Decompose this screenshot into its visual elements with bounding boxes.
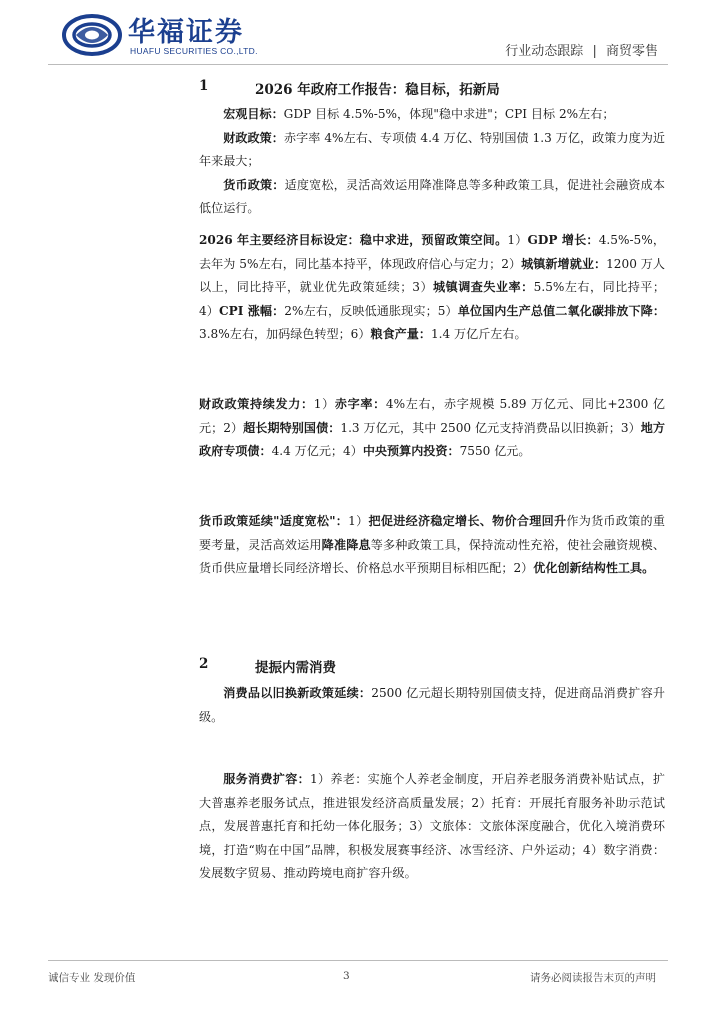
economic-targets-para [199, 229, 665, 347]
page-header [0, 0, 714, 72]
brand-name-cn: 华福证券 [128, 17, 244, 48]
footer-divider [48, 960, 668, 961]
item-num: 2） [513, 561, 534, 575]
grain-label: 粮食产量： [370, 327, 431, 341]
cpi-label: CPI 涨幅： [219, 303, 285, 318]
monetary-text-b: 等多种政策工具，保持流动性充裕，使社会融资规模、货币供应量增长同经济增长、价格总水平预期目标相匹配； [199, 537, 665, 575]
item-num: 4） [199, 303, 219, 318]
services-text: 1）养老：实施个人养老金制度，开启养老服务消费补贴试点，扩大普惠养老服务试点，推进银发经济高质量发展；2）托育：开展托育服务补助示范试点，发展普惠托育和托幼一体化服务；3）文旅体：文旅体深度融合，优化入境消费环境，打造“购在中国”品牌，积极发展赛事经济、冰雪经济、户外运动；4）数字消费：发展数字贸易、推动跨境电商扩容升级。 [199, 772, 665, 880]
tradein-section [199, 682, 665, 729]
deficit-text: 4%左右，赤字规模 5.89 万亿元、同比+2300 亿元； [199, 397, 665, 435]
header-separator: | [592, 44, 597, 59]
monetary-lead: 货币政策延续"适度宽松"： [199, 514, 349, 528]
section-1-number: 1 [199, 78, 209, 94]
tradein-para [199, 682, 665, 729]
monetary-policy-label: 货币政策： [223, 177, 285, 192]
macro-target-label: 宏观目标： [223, 107, 284, 121]
central-investment-text: 7550 亿元。 [459, 444, 531, 458]
services-para [199, 768, 665, 886]
section-1-title: 2026 年政府工作报告：稳目标，拓新局 [255, 82, 500, 98]
grain-text: 1.4 万亿斤左右。 [430, 327, 527, 341]
item-num: 2） [223, 420, 244, 435]
item-num: 1） [507, 233, 528, 247]
item-num: 1） [348, 514, 369, 528]
co2-label: 单位国内生产总值二氧化碳排放下降： [457, 303, 665, 318]
fiscal-policy-label: 财政政策： [223, 130, 284, 145]
special-bond-label: 超长期特别国债： [243, 420, 341, 435]
page-number: 3 [343, 970, 350, 982]
tradein-label: 消费品以旧换新政策延续： [223, 686, 372, 700]
special-bond-text: 1.3 万亿元，其中 2500 亿元支持消费品以旧换新； [340, 420, 621, 435]
header-divider [48, 64, 668, 65]
macro-target-para [199, 103, 665, 127]
fiscal-para [199, 393, 665, 464]
rate-cut-label: 降准降息 [321, 537, 371, 552]
monetary-policy-para [199, 174, 665, 221]
fiscal-policy-para [199, 127, 665, 174]
gdp-label: GDP 增长： [527, 233, 599, 247]
monetary-policy-text: 适度宽松，灵活高效运用降准降息等多种政策工具，促进社会融资成本低位运行。 [199, 177, 665, 215]
services-label: 服务消费扩容： [223, 772, 311, 786]
fiscal-section [199, 393, 665, 464]
header-category [505, 40, 658, 59]
section-1-summary [199, 103, 665, 221]
tradein-text: 2500 亿元超长期特别国债支持，促进商品消费扩容升级。 [199, 686, 665, 724]
deficit-label: 赤字率： [334, 397, 386, 411]
targets-lead: 2026 年主要经济目标设定：稳中求进，预留政策空间。 [199, 233, 508, 247]
employment-label: 城镇新增就业： [521, 256, 607, 271]
item-num: 4） [343, 444, 363, 458]
fiscal-policy-text: 赤字率 4%左右、专项债 4.4 万亿、特别国债 1.3 万亿，政策力度为近年来最大； [199, 130, 665, 168]
services-section [199, 768, 665, 886]
cpi-text: 2%左右，反映低通胀现实； [284, 303, 438, 318]
employment-text: 1200 万人以上，同比持平，就业优先政策延续； [199, 256, 666, 294]
footer-disclaimer: 请务必阅读报告末页的声明 [530, 972, 656, 984]
item-num: 3） [620, 420, 641, 435]
item-num: 2） [501, 256, 522, 271]
item-num: 5） [437, 303, 458, 318]
item-num: 1） [313, 397, 335, 411]
item-num: 3） [412, 280, 434, 294]
item-num: 6） [350, 327, 371, 341]
report-type: 行业动态跟踪 [505, 44, 584, 59]
huafu-logo-icon [62, 13, 122, 57]
gdp-text: 4.5%-5%，去年为 5%左右，同比基本持平，体现政府信心与定力； [199, 233, 666, 271]
co2-text: 3.8%左右，加码绿色转型； [199, 327, 351, 341]
section-2-title: 提振内需消费 [255, 660, 336, 676]
brand-name-en: HUAFU SECURITIES CO.,LTD. [130, 46, 258, 56]
monetary-para [199, 510, 665, 581]
local-bond-text: 4.4 万亿元； [271, 444, 344, 458]
unemployment-label: 城镇调查失业率： [433, 280, 534, 294]
section-2-number: 2 [199, 656, 209, 672]
central-investment-label: 中央预算内投资： [362, 444, 460, 458]
unemployment-text: 5.5%左右，同比持平； [533, 280, 665, 294]
footer-slogan: 诚信专业 发现价值 [48, 972, 136, 984]
economic-targets-section [199, 229, 665, 347]
fiscal-lead: 财政政策持续发力： [199, 397, 314, 411]
monetary-text-a: 作为货币政策的重要考量，灵活高效运用 [199, 514, 665, 552]
structural-tools: 优化创新结构性工具。 [533, 561, 655, 575]
monetary-section [199, 510, 665, 581]
macro-target-text: GDP 目标 4.5%-5%，体现"稳中求进"；CPI 目标 2%左右； [283, 107, 615, 121]
local-bond-label: 地方政府专项债： [199, 420, 665, 458]
sector-name: 商贸零售 [605, 44, 658, 59]
monetary-goal: 把促进经济稳定增长、物价合理回升 [368, 514, 567, 528]
